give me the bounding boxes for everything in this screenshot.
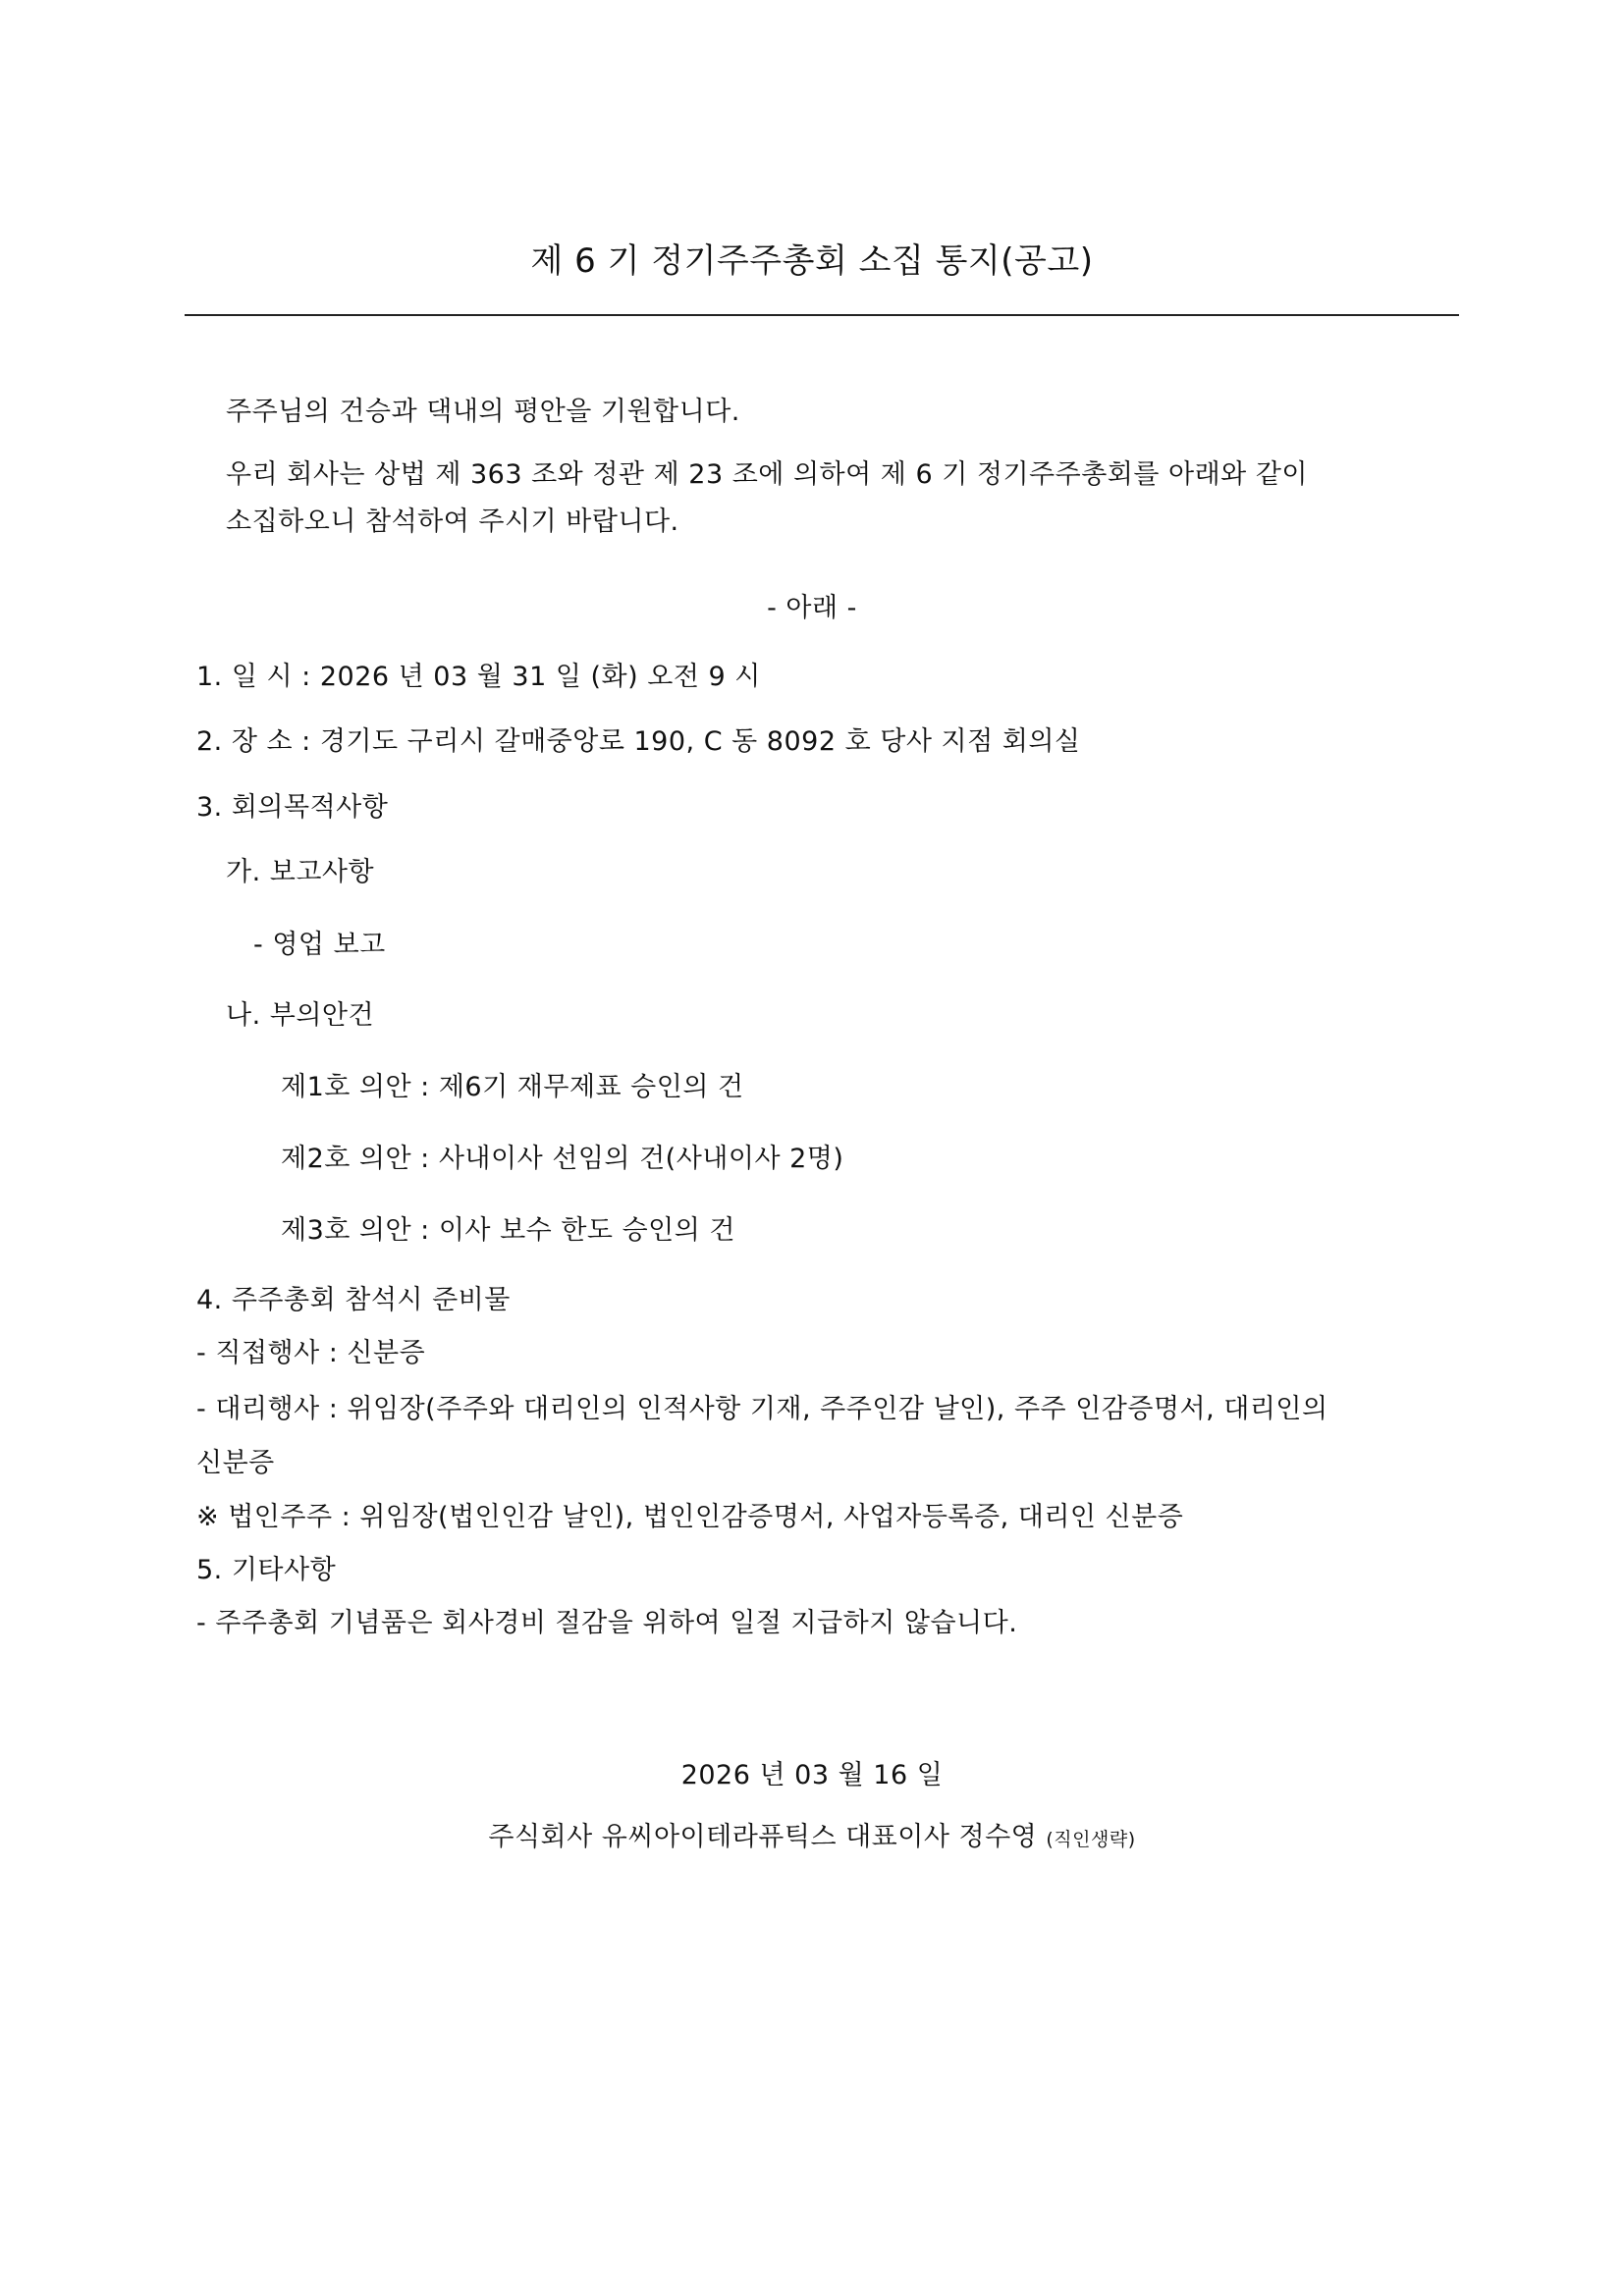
page-title: 제 6 기 정기주주총회 소집 통지(공고): [530, 241, 1094, 281]
sub-report-item: - 영업 보고: [253, 930, 386, 960]
prep-corporate: ※ 법인주주 : 위임장(법인인감 날인), 법인인감증명서, 사업자등록증, 대리인 신분증: [196, 1502, 1184, 1532]
item-preparation: 4. 주주총회 참석시 준비물: [196, 1285, 511, 1315]
item-meeting-purpose: 3. 회의목적사항: [196, 792, 389, 823]
intro-line-2: 소집하오니 참석하여 주시기 바랍니다.: [226, 507, 679, 537]
prep-proxy-line-2: 신분증: [196, 1448, 275, 1478]
signature-text: 주식회사 유씨아이테라퓨틱스 대표이사 정수영: [488, 1822, 1038, 1852]
prep-direct: - 직접행사 : 신분증: [196, 1338, 426, 1368]
agenda-item-2: 제2호 의안 : 사내이사 선임의 건(사내이사 2명): [281, 1144, 844, 1174]
signature-line: [0, 1820, 1624, 1857]
intro-line-1: 우리 회사는 상법 제 363 조와 정관 제 23 조에 의하여 제 6 기 정기주주총회를 아래와 같이: [226, 459, 1309, 490]
etc-item: - 주주총회 기념품은 회사경비 절감을 위하여 일절 지급하지 않습니다.: [196, 1608, 1018, 1638]
title-divider: [185, 314, 1459, 316]
sub-agenda-heading: 나. 부의안건: [226, 1000, 375, 1031]
prep-proxy-line-1: - 대리행사 : 위임장(주주와 대리인의 인적사항 기재, 주주인감 날인), 주주 인감증명서, 대리인의: [196, 1394, 1328, 1424]
agenda-item-1: 제1호 의안 : 제6기 재무제표 승인의 건: [281, 1072, 744, 1102]
sub-report-heading: 가. 보고사항: [226, 857, 375, 887]
notice-date: 2026 년 03 월 16 일: [680, 1760, 944, 1790]
section-heading: - 아래 -: [767, 593, 857, 623]
agenda-item-3: 제3호 의안 : 이사 보수 한도 승인의 건: [281, 1215, 735, 1246]
greeting-text: 주주님의 건승과 댁내의 평안을 기원합니다.: [226, 397, 740, 427]
seal-note: (직인생략): [1046, 1829, 1136, 1850]
item-datetime: 1. 일 시 : 2026 년 03 월 31 일 (화) 오전 9 시: [196, 662, 761, 692]
item-etc: 5. 기타사항: [196, 1555, 337, 1585]
item-location: 2. 장 소 : 경기도 구리시 갈매중앙로 190, C 동 8092 호 당사 지점 회의실: [196, 726, 1081, 757]
